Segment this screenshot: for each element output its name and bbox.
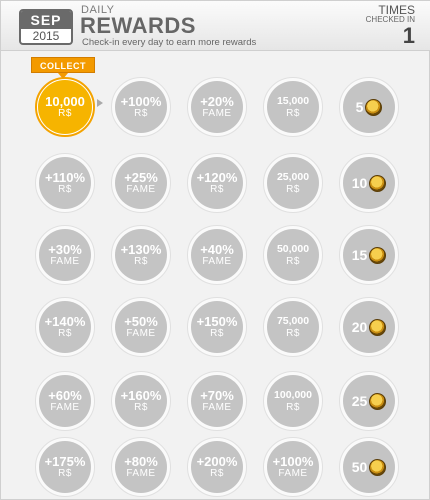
reward-coin <box>115 375 167 427</box>
reward-unit: FAME <box>202 256 232 267</box>
reward-coin <box>38 80 92 134</box>
reward-day-14 <box>263 225 323 285</box>
reward-day-5 <box>339 77 399 137</box>
reward-value: +130% <box>120 242 162 257</box>
reward-coin <box>343 441 395 493</box>
reward-unit: R$ <box>134 402 148 413</box>
reward-unit: R$ <box>286 184 300 195</box>
collect-button[interactable]: COLLECT <box>31 57 95 73</box>
reward-unit: R$ <box>134 108 148 119</box>
reward-value: 15 <box>351 246 368 263</box>
reward-value: 20 <box>351 318 368 335</box>
reward-value: +80% <box>124 454 158 469</box>
times-label: TIMES <box>378 3 415 17</box>
reward-coin <box>267 157 319 209</box>
tix-reward <box>356 99 383 116</box>
reward-unit: R$ <box>210 468 224 479</box>
reward-unit: R$ <box>286 328 300 339</box>
reward-value: 15,000 <box>276 95 310 107</box>
reward-coin <box>267 81 319 133</box>
reward-day-24 <box>263 371 323 431</box>
reward-coin <box>39 441 91 493</box>
reward-coin <box>267 301 319 353</box>
reward-value: 5 <box>355 98 364 115</box>
reward-value: +150% <box>196 314 238 329</box>
reward-coin <box>267 229 319 281</box>
reward-coin <box>191 157 243 209</box>
reward-unit: R$ <box>286 256 300 267</box>
reward-value: +100% <box>120 94 162 109</box>
subtitle: Check-in every day to earn more rewards <box>82 37 257 48</box>
reward-value: +70% <box>200 388 234 403</box>
reward-value: +200% <box>196 454 238 469</box>
reward-value: 25 <box>351 392 368 409</box>
tix-coin-icon <box>369 175 386 192</box>
reward-coin <box>115 157 167 209</box>
reward-day-15 <box>339 225 399 285</box>
reward-day-16 <box>35 297 95 357</box>
reward-coin <box>343 375 395 427</box>
reward-coin <box>115 301 167 353</box>
reward-unit: R$ <box>210 328 224 339</box>
reward-unit: FAME <box>126 468 156 479</box>
reward-coin <box>191 375 243 427</box>
reward-unit: R$ <box>210 184 224 195</box>
reward-value: +175% <box>44 454 86 469</box>
reward-coin <box>267 375 319 427</box>
tix-coin-icon <box>369 459 386 476</box>
reward-coin <box>191 229 243 281</box>
reward-day-13 <box>187 225 247 285</box>
tix-reward <box>352 175 387 192</box>
reward-day-6 <box>35 153 95 213</box>
tix-coin-icon <box>365 99 382 116</box>
tix-reward <box>352 393 387 410</box>
reward-value: +25% <box>124 170 158 185</box>
reward-unit: R$ <box>134 256 148 267</box>
reward-value: +140% <box>44 314 86 329</box>
reward-unit: FAME <box>202 402 232 413</box>
tix-coin-icon <box>369 247 386 264</box>
reward-day-27 <box>111 437 171 497</box>
reward-day-19 <box>263 297 323 357</box>
reward-coin <box>39 157 91 209</box>
reward-day-18 <box>187 297 247 357</box>
reward-coin <box>115 441 167 493</box>
reward-value: 50 <box>351 458 368 475</box>
reward-day-1[interactable] <box>35 77 95 137</box>
reward-day-4 <box>263 77 323 137</box>
reward-value: +40% <box>200 242 234 257</box>
reward-value: +100% <box>272 454 314 469</box>
reward-coin <box>191 441 243 493</box>
reward-coin <box>343 157 395 209</box>
reward-unit: FAME <box>126 184 156 195</box>
arrow-right-icon <box>97 99 103 107</box>
reward-unit: FAME <box>50 402 80 413</box>
tix-reward <box>352 247 387 264</box>
title-rewards: REWARDS <box>80 13 196 38</box>
reward-coin <box>191 301 243 353</box>
reward-day-30 <box>339 437 399 497</box>
tix-reward <box>352 459 387 476</box>
reward-unit: R$ <box>286 402 300 413</box>
tix-reward <box>352 319 387 336</box>
reward-value: +110% <box>44 170 86 185</box>
reward-day-9 <box>263 153 323 213</box>
tix-coin-icon <box>369 319 386 336</box>
reward-day-2 <box>111 77 171 137</box>
title-daily: DAILY <box>81 4 115 16</box>
reward-coin <box>39 229 91 281</box>
reward-day-11 <box>35 225 95 285</box>
reward-value: +120% <box>196 170 238 185</box>
reward-unit: R$ <box>286 108 300 119</box>
reward-coin <box>343 81 395 133</box>
reward-coin <box>343 301 395 353</box>
reward-day-22 <box>111 371 171 431</box>
reward-coin <box>267 441 319 493</box>
reward-day-21 <box>35 371 95 431</box>
times-checked-in-count: 1 <box>402 23 415 48</box>
reward-day-28 <box>187 437 247 497</box>
reward-value: 50,000 <box>276 243 310 255</box>
reward-day-29 <box>263 437 323 497</box>
reward-day-23 <box>187 371 247 431</box>
reward-value: +160% <box>120 388 162 403</box>
calendar-year: 2015 <box>32 29 60 43</box>
reward-unit: FAME <box>202 108 232 119</box>
reward-value: 25,000 <box>276 171 310 183</box>
reward-coin <box>343 229 395 281</box>
reward-coin <box>39 375 91 427</box>
reward-day-8 <box>187 153 247 213</box>
reward-day-3 <box>187 77 247 137</box>
reward-day-7 <box>111 153 171 213</box>
collect-pointer-icon <box>58 73 68 79</box>
reward-day-20 <box>339 297 399 357</box>
reward-unit: FAME <box>50 256 80 267</box>
reward-coin <box>115 229 167 281</box>
calendar-month: SEP <box>21 11 71 29</box>
reward-value: +60% <box>48 388 82 403</box>
checked-in-label: CHECKED IN <box>365 15 415 24</box>
reward-unit: FAME <box>278 468 308 479</box>
reward-coin <box>39 301 91 353</box>
reward-value: 75,000 <box>276 315 310 327</box>
reward-day-10 <box>339 153 399 213</box>
reward-value: +30% <box>48 242 82 257</box>
reward-value: 10 <box>351 174 368 191</box>
reward-unit: R$ <box>58 328 72 339</box>
reward-unit: R$ <box>58 468 72 479</box>
reward-coin <box>191 81 243 133</box>
reward-value: +50% <box>124 314 158 329</box>
reward-day-17 <box>111 297 171 357</box>
reward-day-12 <box>111 225 171 285</box>
reward-value: 10,000 <box>45 94 85 109</box>
tix-coin-icon <box>369 393 386 410</box>
reward-day-25 <box>339 371 399 431</box>
reward-unit: R$ <box>58 184 72 195</box>
reward-unit: R$ <box>58 108 72 119</box>
reward-coin <box>115 81 167 133</box>
reward-day-26 <box>35 437 95 497</box>
reward-unit: FAME <box>126 328 156 339</box>
reward-value: 100,000 <box>274 389 312 401</box>
reward-value: +20% <box>200 94 234 109</box>
